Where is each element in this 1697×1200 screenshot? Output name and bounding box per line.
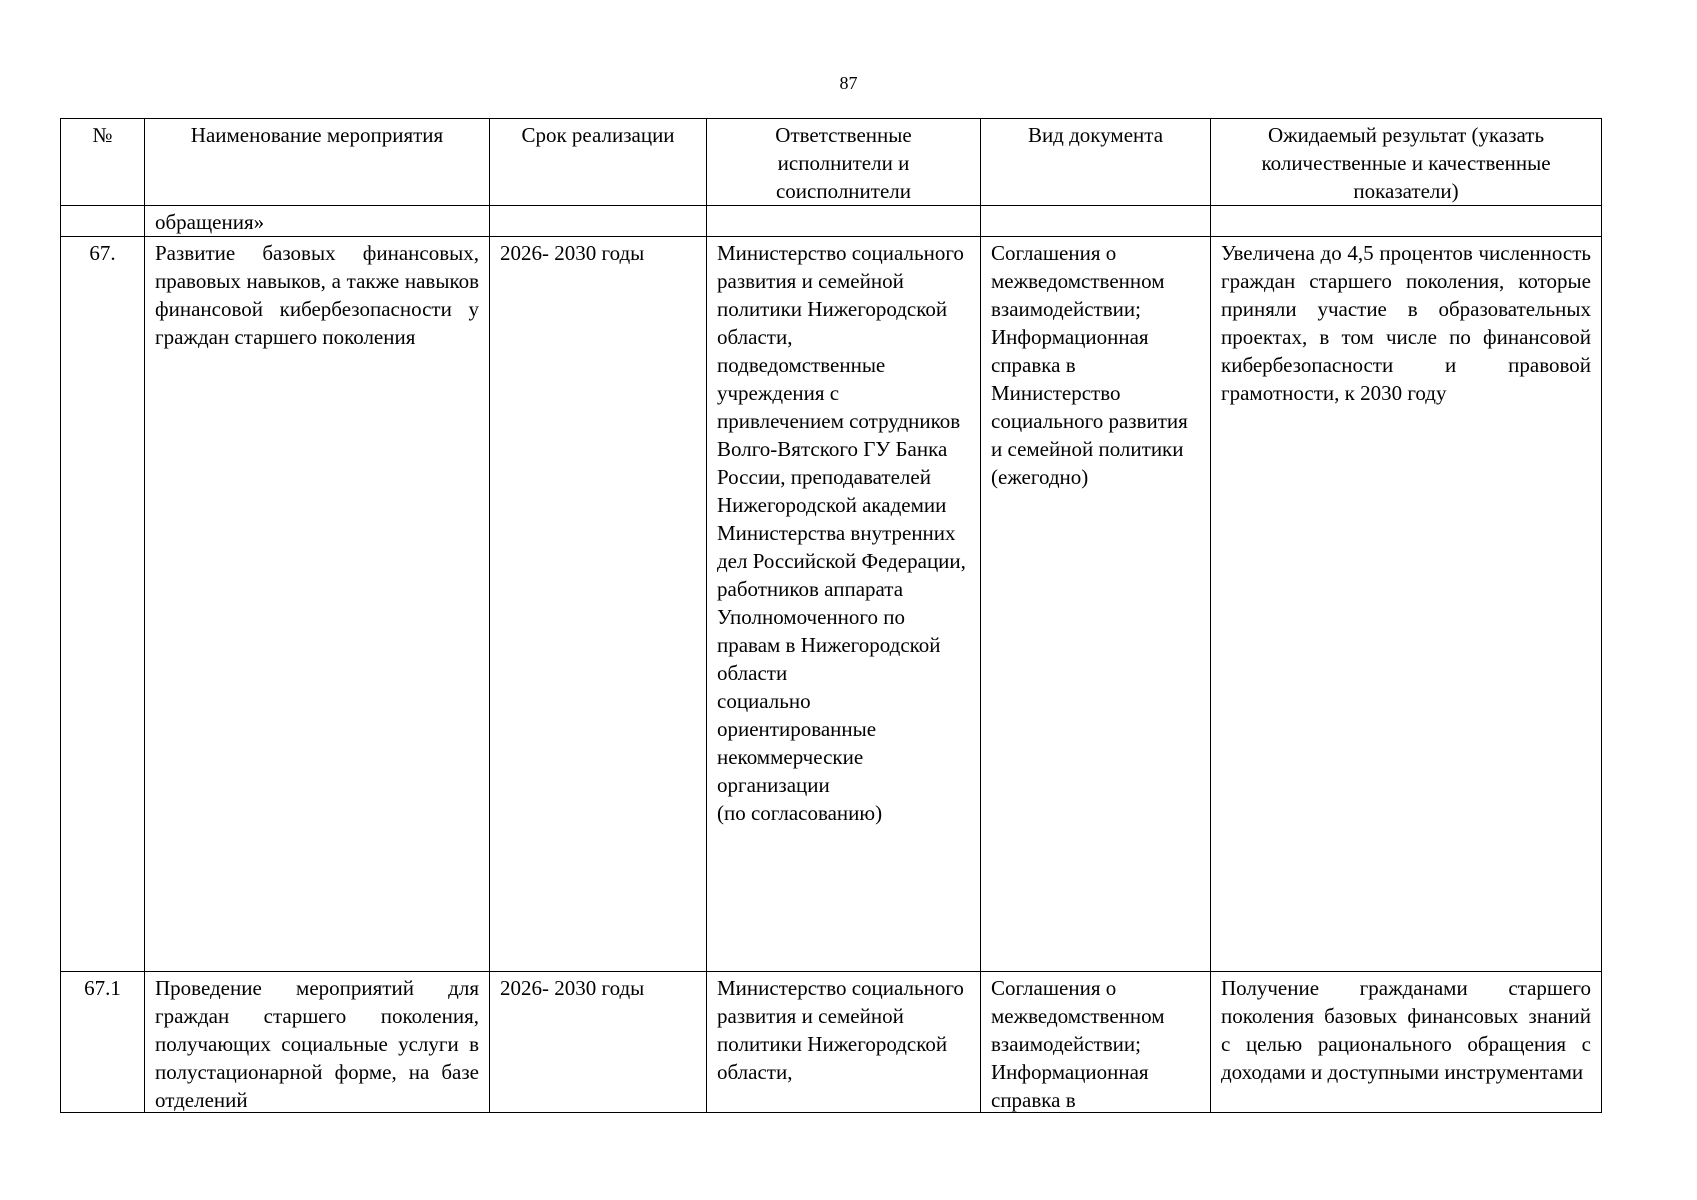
header-doc-type: Вид документа [981,119,1211,206]
cell-num: 67.1 [61,972,145,1113]
cell-num: 67. [61,237,145,972]
page-number: 87 [839,73,858,93]
header-result: Ожидаемый результат (указать количественные и качественные показатели) [1211,119,1602,206]
table-header-row [61,119,1602,206]
table-row [61,972,1602,1113]
cell-name: Развитие базовых финансовых, правовых навыков, а также навыков финансовой кибербезопасности у граждан старшего поколения [145,237,490,972]
table-row [61,237,1602,972]
header-term: Срок реализации [490,119,707,206]
table-row-continuation [61,206,1602,237]
cell-name-continuation: обращения» [145,206,490,237]
cell-term: 2026- 2030 годы [490,972,707,1113]
cell-term: 2026- 2030 годы [490,237,707,972]
header-name: Наименование мероприятия [145,119,490,206]
cell-doc-type: Соглашения о межведомственном взаимодействии; Информационная справка в Министерство социального развития и семейной политики (ежегодно) [981,237,1211,972]
header-num: № [61,119,145,206]
cell-doc-type: Соглашения о межведомственном взаимодействии; Информационная справка в [991,976,1165,1112]
activities-table [60,118,1602,1113]
cell-result: Увеличена до 4,5 процентов численность граждан старшего поколения, которые приняли участие в образовательных проектах, в том числе по финансовой кибербезопасности и правовой грамотности, к 2030 году [1211,237,1602,972]
cell-responsible: Министерство социального развития и семейной политики Нижегородской области, [717,976,964,1084]
cell-name: Проведение мероприятий для граждан старшего поколения, получающих социальные услуги в полустационарной форме, на базе отделений [155,976,479,1112]
cell-result: Получение гражданами старшего поколения базовых финансовых знаний с целью рационального обращения с доходами и доступными инструментами [1221,976,1591,1084]
cell-responsible: Министерство социального развития и семейной политики Нижегородской области, подведомственные учреждения с привлечением сотрудников Волго-Вятского ГУ Банка России, преподавателей Нижегородской академии Министерства внутренних дел Российской Федерации, работников аппарата Уполномоченного по правам в Нижегородской области социально ориентированные некоммерческие организации (по согласованию) [707,237,981,972]
header-responsible: Ответственные исполнители и соисполнители [707,119,981,206]
